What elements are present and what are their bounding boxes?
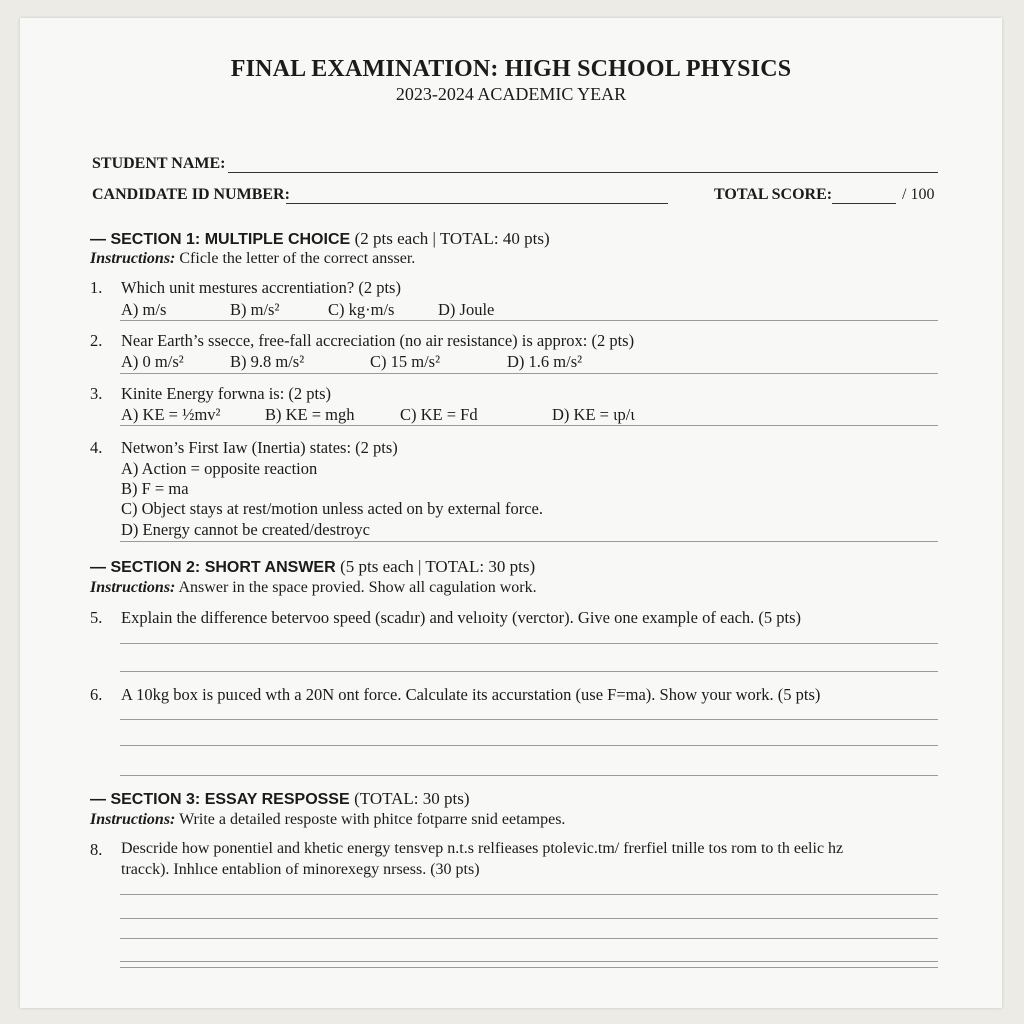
candidate-id-label: CANDIDATE ID NUMBER:: [92, 186, 290, 203]
total-score-line: [832, 203, 896, 204]
section-1-points: (2 pts each | TOTAL: 40 pts): [354, 229, 550, 248]
section-1-prefix: — SECTION 1:: [90, 231, 201, 248]
q1-option-d[interactable]: D) Joule: [438, 300, 495, 319]
question-3-text: Kinite Energy forwna is: (2 pts): [121, 384, 332, 403]
question-3-divider: [120, 425, 938, 426]
question-1-divider: [120, 320, 938, 321]
section-2-name: SHORT ANSWER: [204, 559, 336, 576]
q6-answer-line-2[interactable]: [120, 745, 938, 746]
section-3-instructions-text: Write a detailed resposte with phitce fotparre snid eetampes.: [179, 811, 566, 828]
section-2-prefix: — SECTION 2:: [90, 559, 201, 576]
question-5-text: Explain the difference betervoo speed (scadır) and velıoity (verctor). Give one example of each. (5 pts): [121, 608, 802, 627]
section-2-heading: [90, 557, 535, 577]
section-2-points: (5 pts each | TOTAL: 30 pts): [340, 557, 536, 576]
question-1-text: Which unit mestures accrentiation? (2 pts): [121, 278, 401, 297]
question-4-number: 4.: [90, 438, 103, 457]
question-4-divider: [120, 541, 938, 542]
total-score-max: / 100: [902, 186, 935, 203]
exam-paper: [20, 18, 1002, 1008]
q6-answer-line-3[interactable]: [120, 775, 938, 776]
question-2-number: 2.: [90, 331, 103, 350]
section-2-instructions-label: Instructions:: [90, 579, 176, 596]
section-3-name: ESSAY RESPOSSE: [204, 791, 350, 808]
section-1-instructions: [90, 250, 415, 268]
q8-answer-line-1[interactable]: [120, 894, 938, 895]
q5-answer-line-2[interactable]: [120, 671, 938, 672]
candidate-id-line: [286, 203, 668, 204]
section-3-instructions: [90, 811, 565, 829]
q2-option-d[interactable]: D) 1.6 m/s²: [507, 352, 583, 371]
q2-option-c[interactable]: C) 15 m/s²: [370, 352, 441, 371]
q4-option-d[interactable]: D) Energy cannot be created/destroyc: [121, 520, 370, 539]
section-3-instructions-label: Instructions:: [90, 811, 176, 828]
q2-option-a[interactable]: A) 0 m/s²: [121, 352, 184, 371]
q4-option-a[interactable]: A) Action = opposite reaction: [121, 459, 318, 478]
q4-option-c[interactable]: C) Object stays at rest/motion unless acted on by external force.: [121, 499, 543, 518]
section-3-points: (TOTAL: 30 pts): [354, 789, 470, 808]
section-1-instructions-text: Cficle the letter of the correct ansser.: [179, 250, 416, 267]
exam-title: FINAL EXAMINATION: HIGH SCHOOL PHYSICS: [230, 56, 792, 82]
section-2-instructions: [90, 579, 537, 597]
question-1-number: 1.: [90, 278, 103, 297]
section-1-name: MULTIPLE CHOICE: [204, 231, 351, 248]
question-8-text-line-2: tracck). Inhlıce entablion of minorexegy nrsess. (30 pts): [121, 861, 480, 878]
question-6-text: A 10kg box is puıced wth a 20N ont force. Calculate its accurstation (use F=ma). Show your work. (5 pts): [121, 685, 821, 704]
question-6-number: 6.: [90, 685, 103, 704]
section-2-instructions-text: Answer in the space provied. Show all cagulation work.: [178, 579, 537, 596]
q3-option-a[interactable]: A) KE = ½mv²: [121, 405, 221, 424]
section-3-heading: [90, 789, 470, 809]
total-score-label: TOTAL SCORE:: [714, 186, 833, 203]
section-1-heading: [90, 229, 550, 249]
q1-option-a[interactable]: A) m/s: [121, 300, 167, 319]
q5-answer-line-1[interactable]: [120, 643, 938, 644]
student-name-line: [228, 172, 938, 173]
question-2-divider: [120, 373, 938, 374]
section-3-prefix: — SECTION 3:: [90, 791, 201, 808]
q3-option-b[interactable]: B) KE = mgh: [265, 405, 355, 424]
q1-option-b[interactable]: B) m/s²: [230, 300, 280, 319]
q3-option-c[interactable]: C) KE = Fd: [400, 405, 478, 424]
student-name-label: STUDENT NAME:: [92, 155, 226, 172]
q8-answer-line-2[interactable]: [120, 918, 938, 919]
question-4-text: Netwon’s First Iaw (Inertia) states: (2 pts): [121, 438, 398, 457]
q8-answer-line-5[interactable]: [120, 967, 938, 968]
question-8-text-line-1: Descride how ponentiel and khetic energy tensvep n.t.s relfieases ptolevic.tm/ frerfiel tnille tos rom to th eelic hz: [121, 840, 844, 857]
question-8-number: 8.: [90, 840, 103, 859]
q6-answer-line-1[interactable]: [120, 719, 938, 720]
q4-option-b[interactable]: B) F = ma: [121, 479, 189, 498]
q8-answer-line-4[interactable]: [120, 961, 938, 962]
q1-option-c[interactable]: C) kg·m/s: [328, 300, 395, 319]
question-3-number: 3.: [90, 384, 103, 403]
section-1-instructions-label: Instructions:: [90, 250, 176, 267]
question-2-text: Near Earth’s ssecce, free-fall accreciation (no air resistance) is approx: (2 pts): [121, 331, 635, 350]
q8-answer-line-3[interactable]: [120, 938, 938, 939]
q3-option-d[interactable]: D) KE = ιp/ι: [552, 405, 635, 424]
academic-year: 2023-2024 ACADEMIC YEAR: [395, 84, 627, 104]
q2-option-b[interactable]: B) 9.8 m/s²: [230, 352, 305, 371]
question-5-number: 5.: [90, 608, 103, 627]
